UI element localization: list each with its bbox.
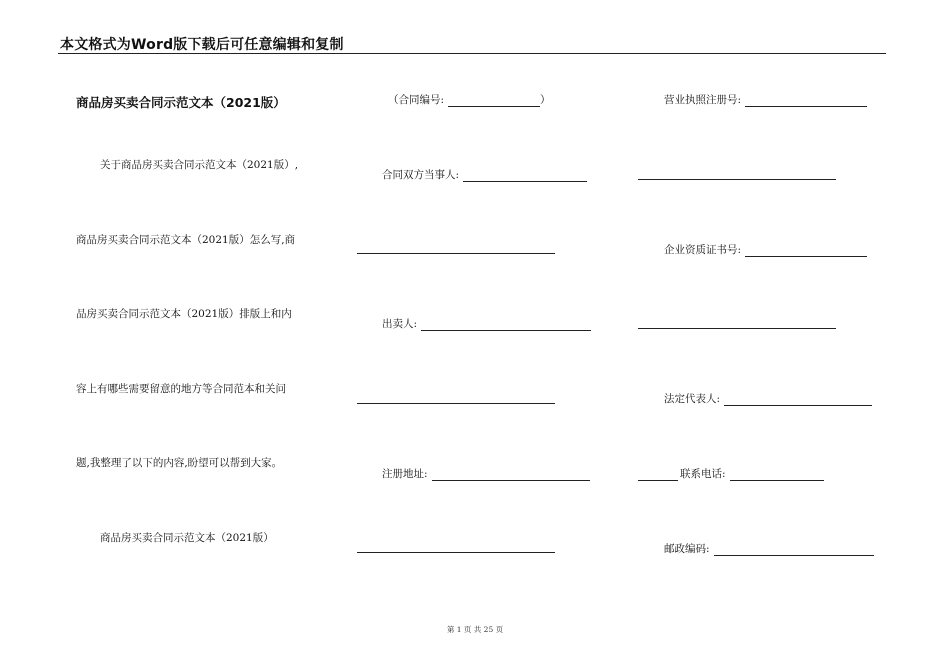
- blank-line[interactable]: [638, 328, 836, 329]
- legal-rep-field: [664, 391, 872, 406]
- postcode-label: 邮政编码:: [664, 543, 710, 555]
- phone-leading-blank[interactable]: [638, 469, 678, 481]
- license-label: 营业执照注册号:: [664, 94, 742, 106]
- legal-rep-label: 法定代表人:: [664, 393, 721, 405]
- phone-label: 联系电话:: [680, 468, 726, 480]
- license-field: [664, 92, 867, 107]
- contract-number-field: [388, 92, 551, 107]
- parties-field: [382, 167, 587, 182]
- qualification-blank[interactable]: [745, 245, 867, 257]
- document-title: 商品房买卖合同示范文本（2021版）: [76, 95, 286, 110]
- subtitle-paragraph: 商品房买卖合同示范文本（2021版）: [100, 532, 274, 544]
- intro-paragraph-line-5: 题,我整理了以下的内容,盼望可以帮到大家。: [76, 457, 283, 469]
- qualification-label: 企业资质证书号:: [664, 244, 742, 256]
- phone-field: [638, 466, 824, 481]
- postcode-field: [664, 541, 874, 556]
- document-header: 本文格式为Word版下载后可任意编辑和复制: [60, 37, 344, 53]
- address-label: 注册地址:: [382, 468, 428, 480]
- qualification-field: [664, 242, 867, 257]
- phone-blank[interactable]: [730, 469, 824, 481]
- blank-line[interactable]: [357, 253, 555, 254]
- address-blank[interactable]: [432, 469, 590, 481]
- legal-rep-blank[interactable]: [724, 394, 872, 406]
- intro-paragraph-line-4: 容上有哪些需要留意的地方等合同范本和关问: [76, 383, 286, 395]
- contract-number-close: ）: [540, 94, 551, 106]
- parties-label: 合同双方当事人:: [382, 169, 460, 181]
- header-divider: [58, 53, 886, 54]
- seller-field: [382, 316, 591, 331]
- intro-paragraph-line-1: 关于商品房买卖合同示范文本（2021版）,: [100, 159, 299, 171]
- blank-line[interactable]: [357, 403, 555, 404]
- contract-number-label: （合同编号:: [388, 94, 445, 106]
- seller-label: 出卖人:: [382, 318, 418, 330]
- intro-paragraph-line-2: 商品房买卖合同示范文本（2021版）怎么写,商: [76, 234, 296, 246]
- page-footer: 第 1 页 共 25 页: [446, 625, 504, 634]
- parties-blank[interactable]: [463, 170, 587, 182]
- contract-number-blank[interactable]: [448, 95, 540, 107]
- blank-line[interactable]: [638, 179, 836, 180]
- address-field: [382, 466, 590, 481]
- seller-blank[interactable]: [421, 319, 591, 331]
- blank-line[interactable]: [357, 552, 555, 553]
- license-blank[interactable]: [745, 95, 867, 107]
- postcode-blank[interactable]: [714, 544, 874, 556]
- intro-paragraph-line-3: 品房买卖合同示范文本（2021版）排版上和内: [76, 308, 292, 320]
